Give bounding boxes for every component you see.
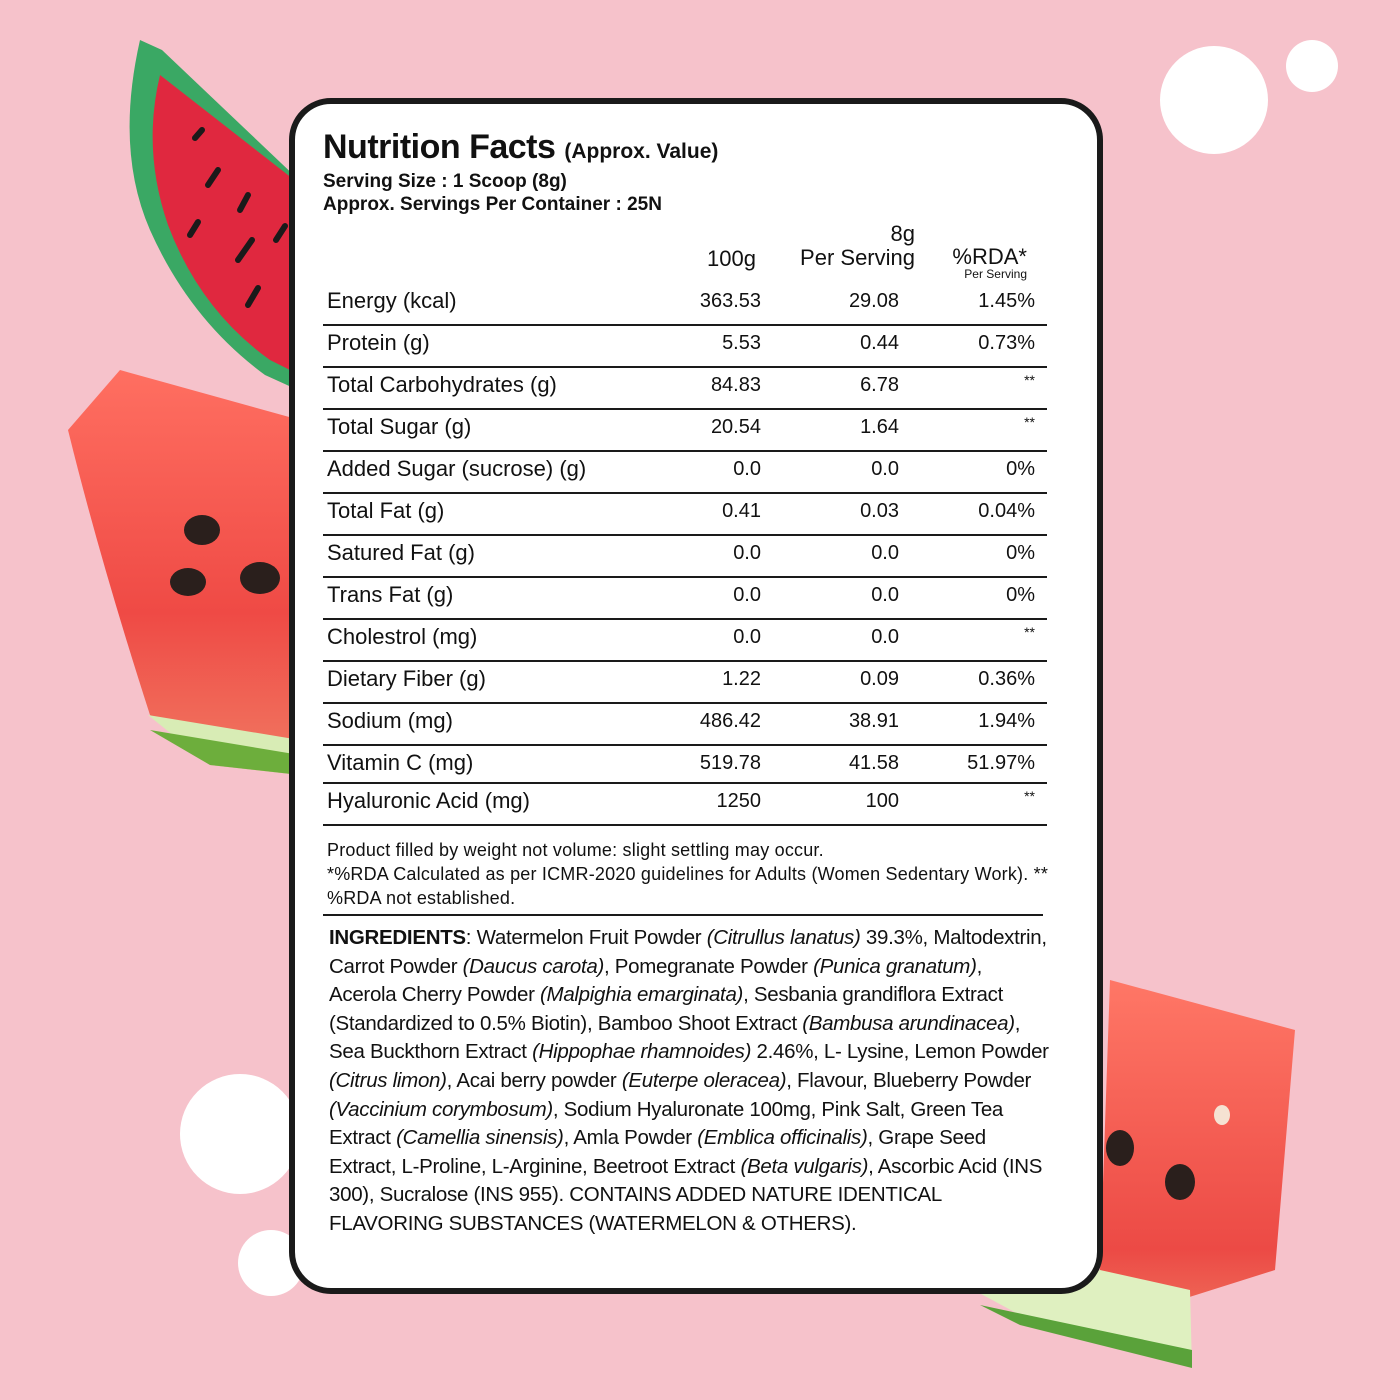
nutrient-name: Protein (g) — [327, 330, 430, 355]
nutrient-name: Trans Fat (g) — [327, 582, 454, 607]
value-per-100g: 0.0 — [733, 458, 761, 480]
nutrition-title — [323, 128, 718, 167]
ingredient-botanical-name: (Beta vulgaris) — [740, 1154, 869, 1178]
value-rda: 0.36% — [978, 668, 1035, 690]
ingredient-botanical-name: (Bambusa arundinacea) — [802, 1011, 1015, 1035]
ingredient-botanical-name: (Malpighia emarginata) — [540, 983, 744, 1007]
nutrient-name: Dietary Fiber (g) — [327, 666, 486, 691]
value-rda: ** — [1024, 788, 1035, 804]
ingredient-text: , Pomegranate Powder — [604, 954, 814, 978]
col-header-rda-sub: Per Serving — [964, 267, 1027, 281]
value-per-100g: 84.83 — [710, 374, 761, 396]
table-row — [323, 368, 1047, 410]
table-row — [323, 410, 1047, 452]
nutrient-name: Vitamin C (mg) — [327, 750, 474, 775]
value-per-serving: 0.0 — [871, 626, 899, 648]
nutrient-name: Added Sugar (sucrose) (g) — [327, 456, 587, 481]
value-rda: 0% — [1006, 542, 1035, 564]
ingredient-botanical-name: (Euterpe oleracea) — [621, 1068, 787, 1092]
ingredient-botanical-name: (Emblica officinalis) — [697, 1126, 868, 1150]
watermelon-slice-illustration — [90, 30, 320, 410]
value-per-serving: 0.0 — [871, 542, 899, 564]
watermelon-chunk-left — [60, 360, 300, 780]
ingredients-divider — [323, 914, 1043, 916]
value-per-100g: 20.54 — [710, 416, 761, 438]
value-per-100g: 1250 — [716, 790, 761, 812]
value-rda: 51.97% — [967, 752, 1035, 774]
ingredient-text: , Flavour, Blueberry Powder — [786, 1068, 1032, 1092]
table-row — [323, 326, 1047, 368]
col-header-100g-label: 100g — [707, 246, 756, 271]
ingredient-botanical-name: (Citrullus lanatus) — [706, 926, 861, 949]
ingredient-text: , Acerola Cherry Powder — [329, 954, 983, 1007]
col-header-rda — [952, 246, 1027, 280]
value-rda: ** — [1024, 624, 1035, 640]
ingredient-text: : Watermelon Fruit Powder — [465, 926, 707, 949]
bubble-decoration — [180, 1074, 300, 1194]
value-per-serving: 29.08 — [848, 290, 899, 312]
value-per-serving: 41.58 — [848, 752, 899, 774]
value-rda: ** — [1024, 372, 1035, 388]
table-row — [323, 578, 1047, 620]
table-row — [323, 746, 1047, 784]
value-per-100g: 519.78 — [699, 752, 761, 774]
value-per-serving: 0.0 — [871, 458, 899, 480]
bubble-decoration — [1286, 40, 1338, 92]
value-per-serving: 6.78 — [860, 374, 899, 396]
nutrient-name: Hyaluronic Acid (mg) — [327, 788, 530, 813]
table-row — [323, 620, 1047, 662]
col-header-100g — [707, 246, 756, 272]
nutrient-name: Sodium (mg) — [327, 708, 453, 733]
table-row — [323, 662, 1047, 704]
ingredient-text: , Sodium Hyaluronate 100mg, Pink Salt, Green Tea Extract — [329, 1097, 1004, 1150]
nutrition-facts-card — [289, 98, 1103, 1294]
title-main: Nutrition Facts — [323, 128, 556, 166]
footnotes — [327, 838, 1075, 910]
value-per-100g: 486.42 — [699, 710, 761, 732]
nutrient-name: Total Sugar (g) — [327, 414, 472, 439]
title-sub: (Approx. Value) — [564, 140, 719, 163]
table-row — [323, 452, 1047, 494]
nutrient-name: Cholestrol (mg) — [327, 624, 478, 649]
value-per-100g: 5.53 — [722, 332, 761, 354]
ingredient-text: , Grape Seed Extract, L-Proline, L-Arginine, Beetroot Extract — [329, 1126, 986, 1178]
ingredient-text: 2.46%, L- Lysine, Lemon Powder — [751, 1040, 1049, 1064]
ingredient-botanical-name: (Punica granatum) — [813, 954, 977, 978]
value-per-100g: 0.0 — [733, 584, 761, 606]
value-per-serving: 38.91 — [848, 710, 899, 732]
ingredient-botanical-name: (Daucus carota) — [462, 954, 604, 978]
value-rda: ** — [1024, 414, 1035, 430]
value-rda: 0.73% — [978, 332, 1035, 354]
value-rda: 1.94% — [978, 710, 1035, 732]
nutrient-name: Total Fat (g) — [327, 498, 445, 523]
ingredient-botanical-name: (Vaccinium corymbosum) — [329, 1097, 553, 1121]
value-rda: 0% — [1006, 584, 1035, 606]
footnote-rda: *%RDA Calculated as per ICMR-2020 guidelines for Adults (Women Sedentary Work). ** %RDA not established. — [327, 864, 1049, 908]
col-header-8g: 8g — [890, 221, 915, 246]
ingredient-text: , Sesbania grandiflora Extract (Standardized to 0.5% Biotin), Bamboo Shoot Extract — [329, 983, 1004, 1035]
footnote-settling: Product filled by weight not volume: slight settling may occur. — [327, 840, 824, 860]
table-row — [323, 536, 1047, 578]
ingredient-botanical-name: (Camellia sinensis) — [396, 1126, 564, 1150]
value-per-serving: 0.09 — [860, 668, 899, 690]
ingredients-text — [329, 924, 1051, 1239]
value-rda: 0.04% — [978, 500, 1035, 522]
nutrient-name: Satured Fat (g) — [327, 540, 475, 565]
bubble-decoration — [1160, 46, 1268, 154]
ingredient-text: , Ascorbic Acid (INS 300), Sucralose (INS 955). CONTAINS ADDED NATURE IDENTICAL FLAVORING SUBSTANCES (WATERMELON & OTHERS). — [329, 1154, 1043, 1235]
ingredient-botanical-name: (Citrus limon) — [329, 1068, 447, 1092]
table-row — [323, 704, 1047, 746]
ingredient-botanical-name: (Hippophae rhamnoides) — [532, 1040, 752, 1064]
value-per-serving: 0.0 — [871, 584, 899, 606]
serving-size: Serving Size : 1 Scoop (8g) — [323, 171, 567, 192]
value-per-100g: 1.22 — [722, 668, 761, 690]
table-row — [323, 284, 1047, 326]
nutrient-name: Energy (kcal) — [327, 288, 457, 313]
servings-per-container: Approx. Servings Per Container : 25N — [323, 194, 662, 215]
value-per-100g: 0.0 — [733, 626, 761, 648]
ingredient-text: 39.3%, Maltodextrin, Carrot Powder — [329, 926, 1047, 978]
ingredients-list — [329, 926, 1049, 1235]
value-per-100g: 363.53 — [699, 290, 761, 312]
table-row — [323, 784, 1047, 826]
col-header-per-serving-label: Per Serving — [800, 245, 915, 270]
ingredients-label: INGREDIENTS — [329, 926, 466, 949]
value-rda: 0% — [1006, 458, 1035, 480]
ingredient-text: , Acai berry powder — [446, 1068, 622, 1092]
value-per-serving: 100 — [865, 790, 899, 812]
ingredient-text: , Amla Powder — [563, 1126, 698, 1150]
value-per-100g: 0.0 — [733, 542, 761, 564]
serving-info — [323, 170, 662, 216]
col-header-per-serving — [800, 222, 915, 270]
value-rda: 1.45% — [978, 290, 1035, 312]
nutrient-name: Total Carbohydrates (g) — [327, 372, 557, 397]
ingredient-text: , Sea Buckthorn Extract — [329, 1011, 1021, 1064]
value-per-serving: 0.03 — [860, 500, 899, 522]
table-row — [323, 494, 1047, 536]
value-per-serving: 1.64 — [860, 416, 899, 438]
col-header-rda-label: %RDA* — [952, 244, 1027, 269]
value-per-100g: 0.41 — [722, 500, 761, 522]
value-per-serving: 0.44 — [860, 332, 899, 354]
